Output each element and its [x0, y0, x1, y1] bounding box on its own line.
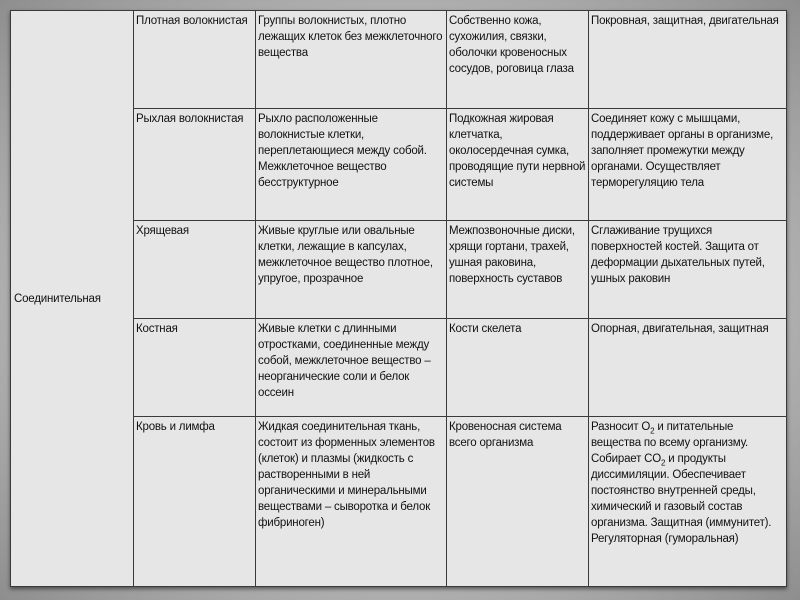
structure-cell: Группы волокнистых, плотно лежащих клеток без межклеточного вещества — [256, 11, 447, 109]
structure-cell: Рыхло расположенные волокнистые клетки, переплетающиеся между собой. Межклеточное вещество бесструктурное — [256, 109, 447, 221]
structure-cell: Живые круглые или овальные клетки, лежащие в капсулах, межклеточное вещество плотное, упругое, прозрачное — [256, 221, 447, 319]
text: и продукты диссимиляции. Обеспечивает постоянство внутренней среды, химический и газовый состав организма. Защитная (иммунитет). Регуляторная (гуморальная) — [591, 453, 772, 545]
tissue-table — [10, 10, 787, 587]
text: Разносит O — [591, 421, 651, 433]
function-cell: Соединяет кожу с мышцами, поддерживает органы в организме, заполняет промежутки между органами. Осуществляет терморегуляцию тела — [589, 109, 787, 221]
text: и питательные вещества по всему организму. Собирает CO — [591, 421, 749, 465]
location-cell: Кости скелета — [447, 319, 589, 417]
location-cell: Межпозвоночные диски, хрящи гортани, трахей, ушная раковина, поверхность суставов — [447, 221, 589, 319]
tissue-type-cell: Соединительная — [11, 11, 134, 587]
function-cell: Опорная, двигательная, защитная — [589, 319, 787, 417]
function-cell: Покровная, защитная, двигательная — [589, 11, 787, 109]
location-cell: Собственно кожа, сухожилия, связки, оболочки кровеносных сосудов, роговица глаза — [447, 11, 589, 109]
location-cell: Кровеносная система всего организма — [447, 417, 589, 587]
table-row — [11, 11, 787, 109]
subscript: 2 — [650, 426, 655, 436]
tissue-name-cell: Хрящевая — [134, 221, 256, 319]
function-cell: Сглаживание трущихся поверхностей костей. Защита от деформации дыхательных путей, ушных раковин — [589, 221, 787, 319]
tissue-name-cell: Рыхлая волокнистая — [134, 109, 256, 221]
structure-cell: Жидкая соединительная ткань, состоит из форменных элементов (клеток) и плазмы (жидкость с растворенными в ней органическими и минеральными веществами – сыворотка и белок фибриноген) — [256, 417, 447, 587]
tissue-name-cell: Кровь и лимфа — [134, 417, 256, 587]
subscript: 2 — [661, 458, 666, 468]
tissue-name-cell: Костная — [134, 319, 256, 417]
structure-cell: Живые клетки с длинными отростками, соединенные между собой, межклеточное вещество – неорганические соли и белок оссеин — [256, 319, 447, 417]
function-cell — [589, 417, 787, 587]
tissue-name-cell: Плотная волокнистая — [134, 11, 256, 109]
location-cell: Подкожная жировая клетчатка, околосердечная сумка, проводящие пути нервной системы — [447, 109, 589, 221]
